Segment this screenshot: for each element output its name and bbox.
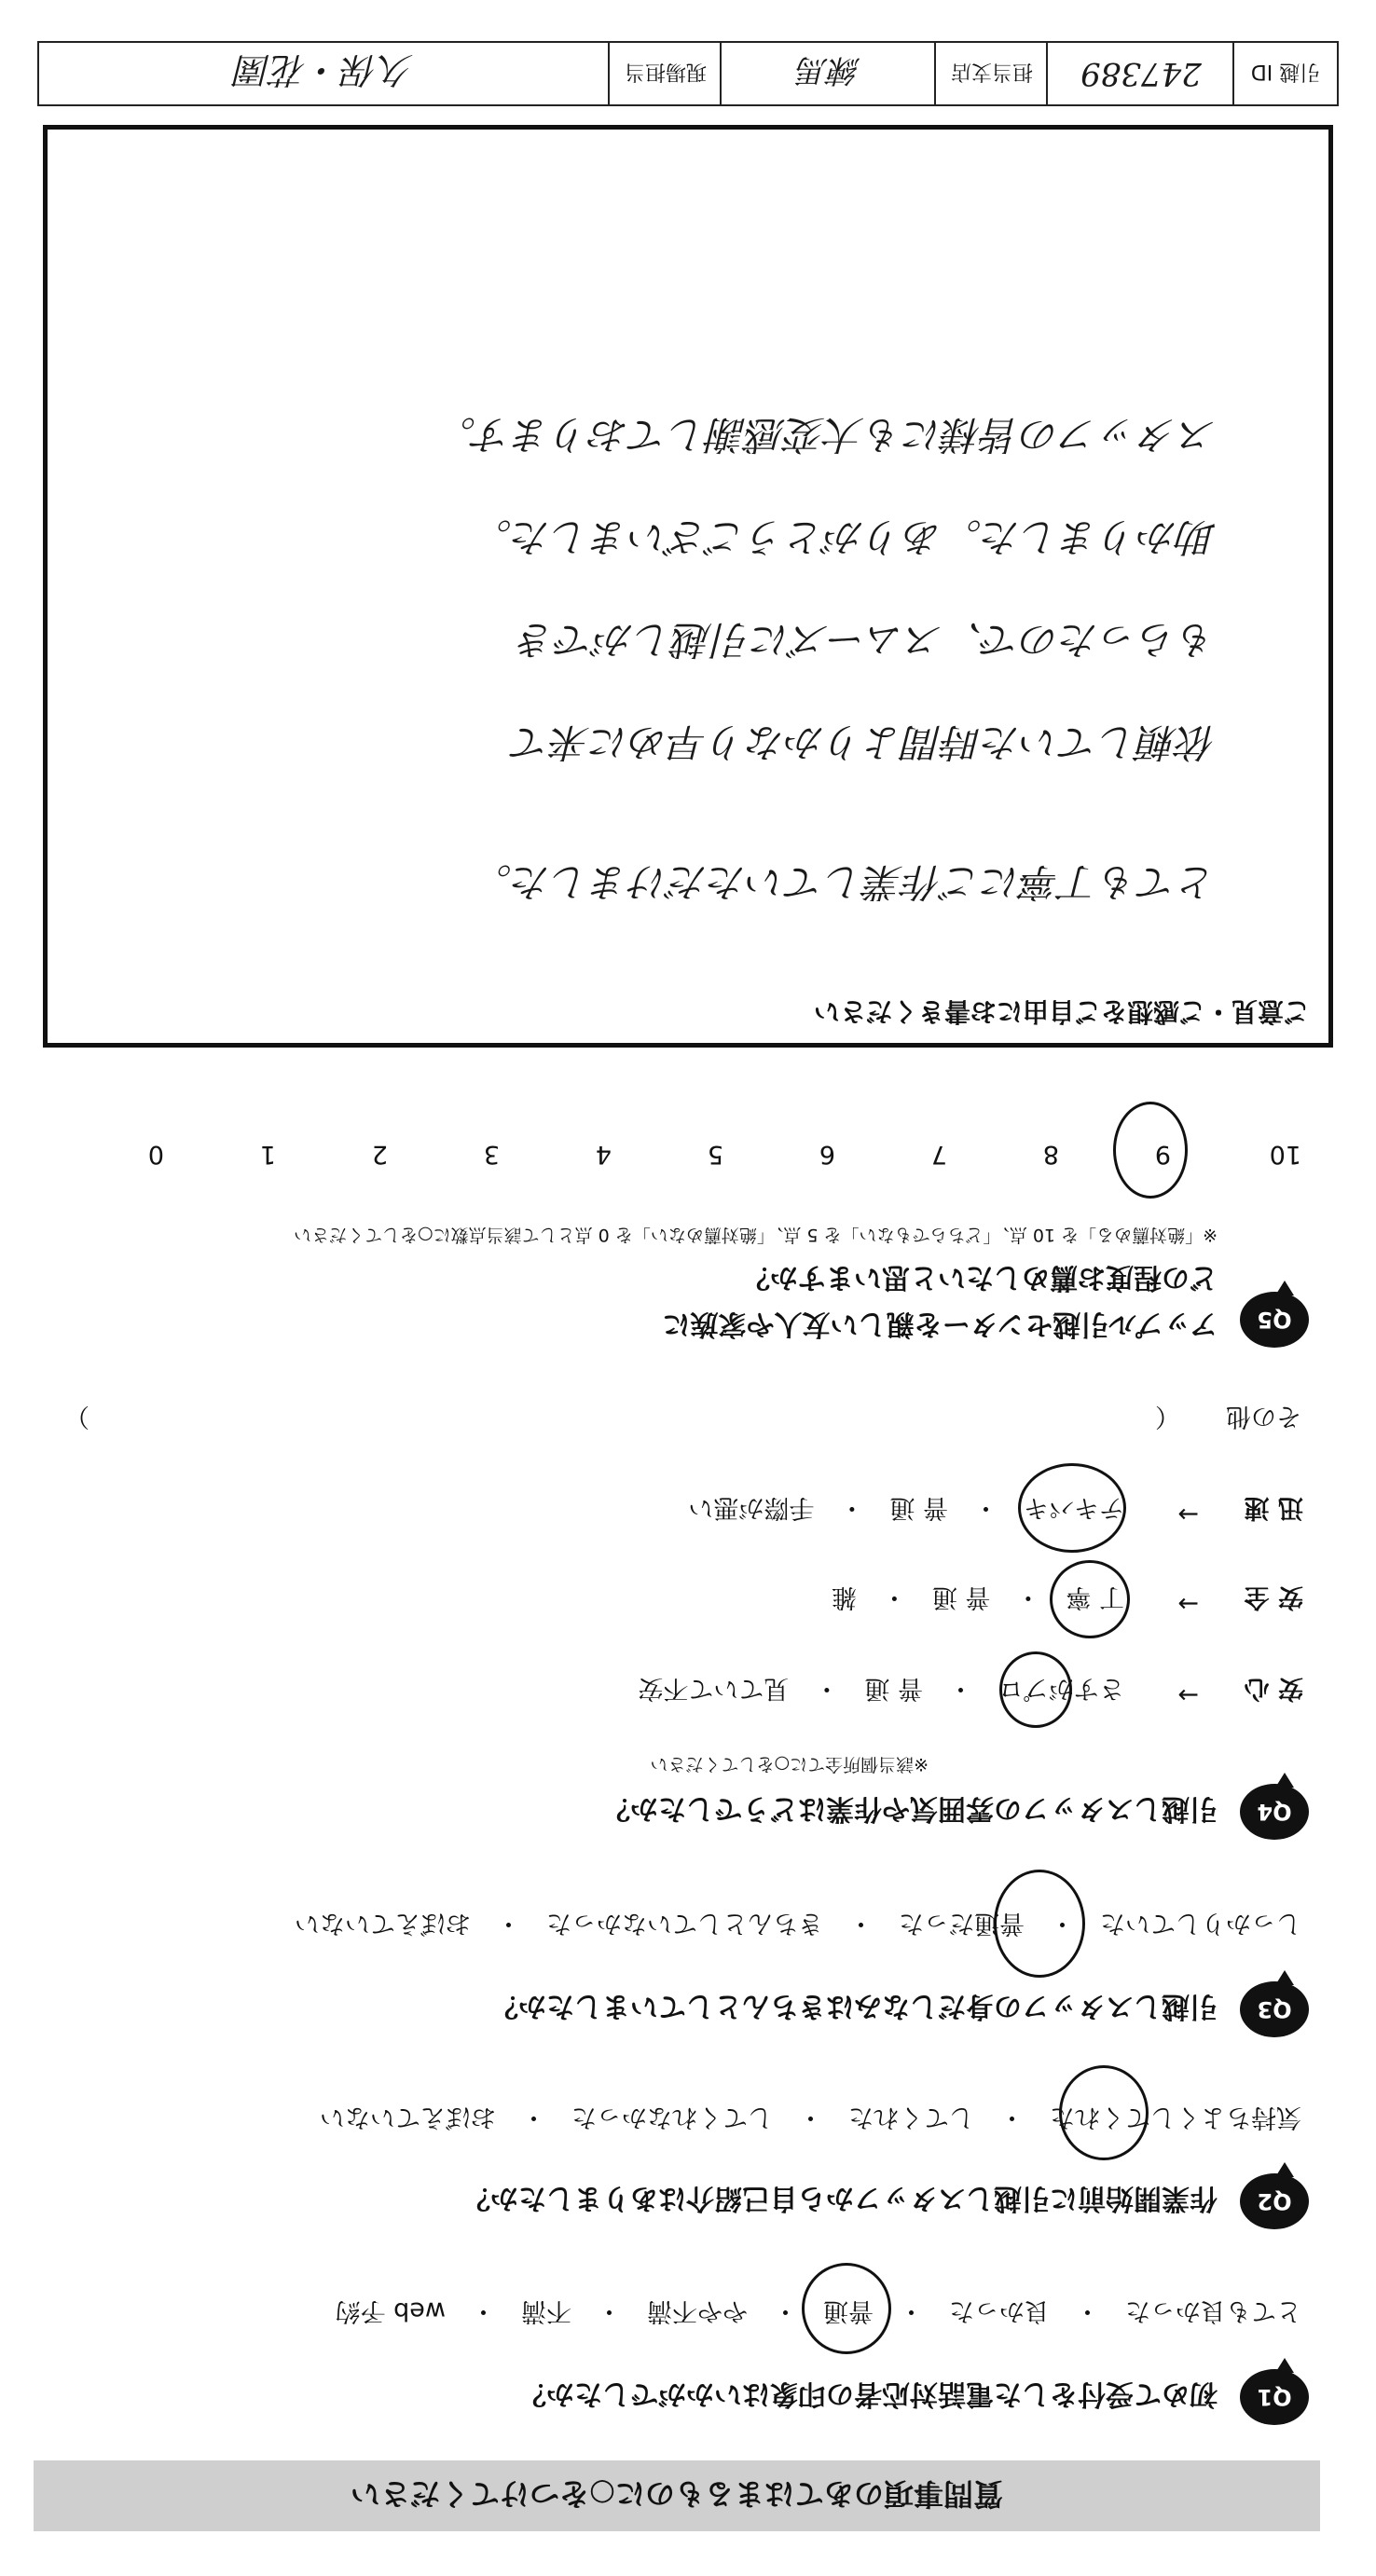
- comments-label: ご意見・ご感想をご自由にお書きください: [813, 996, 1310, 1027]
- score-3[interactable]: 3: [483, 1140, 500, 1169]
- q4-other-close: ）: [64, 1402, 89, 1431]
- q4-badge: Q4: [1240, 1784, 1309, 1840]
- q4-anzen-selected-mark: [1050, 1560, 1130, 1638]
- comments-box: [43, 125, 1333, 1048]
- q3-options[interactable]: しっかりしていた ・ 普通だった ・ きちんとしていなかった ・ おぼえていない: [295, 1909, 1301, 1938]
- arrow-icon: →: [1177, 1589, 1199, 1618]
- instruction-header: 質問事項のあてはまるものに○をつけてください: [34, 2460, 1320, 2531]
- q1-options[interactable]: とても良かった ・ 良かった ・ 普通 ・ やや不満 ・ 不満 ・ web 予約: [335, 2296, 1301, 2325]
- q2-options[interactable]: 気持ちよくしてくれた ・ してくれた ・ してくれなかった ・ おぼえていない: [320, 2103, 1301, 2131]
- score-5[interactable]: 5: [707, 1140, 723, 1169]
- q4-question: 引越しスタッフの雰囲気や作業はどうでしたか？: [602, 1792, 1218, 1825]
- q5-question-line2: どの程度お薦めしたいと思いますか？: [742, 1261, 1218, 1294]
- comment-line-3: もらったので、スムーズに引越しができ: [516, 617, 1217, 663]
- q5-question-line1: アップル引越センターを親しい友人や家族に: [662, 1308, 1218, 1340]
- q3-badge: Q3: [1240, 1981, 1309, 2037]
- q4-anshin-selected-mark: [999, 1651, 1072, 1728]
- q5-note: ※「絶対薦める」を 10 点、「どちらでもない」を 5 点、「絶対薦めない」を 0 点として該当点数に○をしてください: [294, 1225, 1218, 1245]
- q4-row-anshin-options[interactable]: さすがプロ ・ 普 通 ・ 見ていて不安: [638, 1674, 1124, 1703]
- q1-badge: Q1: [1240, 2369, 1309, 2425]
- q4-other-open: （: [1155, 1402, 1180, 1431]
- q4-other-label: その他: [1226, 1402, 1301, 1431]
- score-4[interactable]: 4: [595, 1140, 612, 1169]
- move-id-label: 引越 ID: [1232, 43, 1337, 104]
- q2-question: 作業開始前に引越しスタッフから自己紹介はありましたか？: [462, 2182, 1218, 2214]
- score-8[interactable]: 8: [1042, 1140, 1059, 1169]
- comment-line-2: 依頼していた時間よりかなり早めに来て: [511, 719, 1217, 765]
- q2-selected-mark: [1059, 2065, 1149, 2160]
- score-1[interactable]: 1: [259, 1140, 276, 1169]
- q4-row-jinsoku-label: 迅 速: [1244, 1493, 1303, 1522]
- q4-note: ※該当個所全てに○をしてください: [650, 1754, 929, 1774]
- q4-row-anshin-label: 安 心: [1244, 1674, 1303, 1703]
- score-9[interactable]: 9: [1154, 1140, 1171, 1169]
- q4-row-anzen-label: 安 全: [1244, 1583, 1303, 1611]
- comment-line-1: とても丁寧にご作業していただけました。: [472, 859, 1217, 905]
- site-staff-label: 現場担当: [608, 43, 722, 104]
- arrow-icon: →: [1177, 1680, 1199, 1709]
- q4-jinsoku-selected-mark: [1018, 1463, 1126, 1553]
- score-0[interactable]: 0: [147, 1140, 164, 1169]
- move-id-value: 247389: [1046, 43, 1234, 104]
- score-6[interactable]: 6: [819, 1140, 835, 1169]
- q1-selected-mark: [802, 2263, 891, 2354]
- footer-info-table: [37, 41, 1339, 106]
- score-2[interactable]: 2: [371, 1140, 388, 1169]
- q4-row-anzen-options[interactable]: 丁 寧 ・ 普 通 ・ 雑: [831, 1583, 1124, 1611]
- comment-line-4: 助かりました。ありがとうございました。: [472, 514, 1217, 560]
- q2-badge: Q2: [1240, 2173, 1309, 2229]
- q3-question: 引越しスタッフの身だしなみはきちんとしていましたか？: [490, 1990, 1218, 2022]
- q4-row-jinsoku-options[interactable]: テキパキ ・ 普 通 ・ 手際が悪い: [688, 1493, 1124, 1522]
- site-staff-value: 久保・花園: [236, 49, 414, 91]
- branch-value: 練馬: [720, 43, 936, 104]
- q3-selected-mark: [994, 1870, 1085, 1978]
- q5-badge: Q5: [1240, 1292, 1309, 1348]
- score-10[interactable]: 10: [1269, 1140, 1301, 1169]
- q1-question: 初めて受付をした電話対応者の印象はいかがでしたか？: [518, 2377, 1218, 2410]
- score-7[interactable]: 7: [930, 1140, 947, 1169]
- q5-selected-mark: [1113, 1102, 1188, 1199]
- branch-label: 担当支店: [934, 43, 1048, 104]
- comment-line-5: スタッフの皆様にも大変感謝しております。: [436, 412, 1217, 458]
- arrow-icon: →: [1177, 1500, 1199, 1528]
